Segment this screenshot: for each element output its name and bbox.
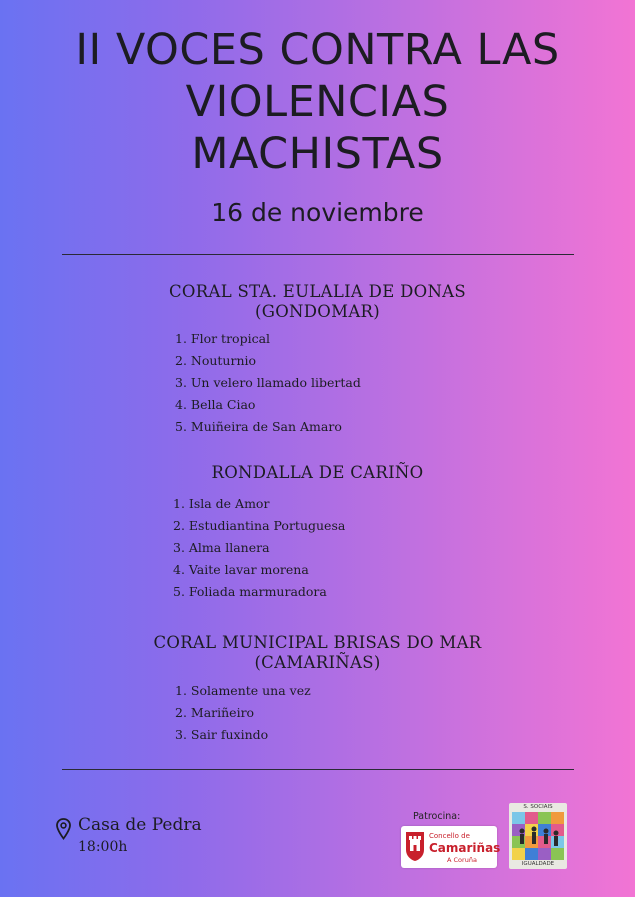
song-list-group-2 xyxy=(173,493,345,603)
song-item: 3. Alma llanera xyxy=(173,540,270,555)
group-title-line: (GONDOMAR) xyxy=(254,302,380,321)
igualdade-bottom-text: IGUALDADE xyxy=(521,861,555,867)
title-line: II VOCES CONTRA LAS xyxy=(75,25,560,75)
title-line: MACHISTAS xyxy=(191,129,444,179)
song-item: 2. Mariñeiro xyxy=(175,705,255,720)
song-item: 1. Flor tropical xyxy=(175,331,271,346)
title-line: VIOLENCIAS xyxy=(185,77,450,127)
group-title-rondalla-carino xyxy=(0,463,635,483)
divider-bottom xyxy=(62,769,574,770)
group-title-line: CORAL STA. EULALIA DE DONAS xyxy=(169,282,466,301)
group-title-coral-santa-eulalia xyxy=(0,282,635,322)
divider-top xyxy=(62,254,574,255)
song-list-group-1 xyxy=(175,328,361,438)
event-date: 16 de noviembre xyxy=(211,198,424,227)
concello-line1: Concello de xyxy=(429,832,470,840)
igualdade-top-text: S. SOCIAIS xyxy=(523,804,553,810)
group-title-line: CORAL MUNICIPAL BRISAS DO MAR xyxy=(153,633,482,652)
group-title-coral-brisas-do-mar xyxy=(0,633,635,673)
song-item: 5. Muiñeira de San Amaro xyxy=(175,419,342,434)
song-item: 4. Bella Ciao xyxy=(175,397,256,412)
song-item: 5. Foliada marmuradora xyxy=(173,584,327,599)
song-item: 4. Vaite lavar morena xyxy=(173,562,309,577)
event-title xyxy=(0,24,635,180)
song-item: 3. Sair fuxindo xyxy=(175,727,269,742)
event-time: 18:00h xyxy=(78,839,128,855)
group-title-line: RONDALLA DE CARIÑO xyxy=(211,463,424,482)
concello-camarinas-logo xyxy=(401,826,501,868)
sponsor-label: Patrocina: xyxy=(413,811,461,822)
song-item: 1. Solamente una vez xyxy=(175,683,311,698)
coat-of-arms-icon xyxy=(405,830,425,862)
igualdade-logo xyxy=(509,803,567,869)
song-item: 1. Isla de Amor xyxy=(173,496,270,511)
concello-line2: Camariñas xyxy=(429,841,501,855)
venue-name: Casa de Pedra xyxy=(78,815,202,835)
concello-line3: A Coruña xyxy=(447,856,477,864)
song-item: 3. Un velero llamado libertad xyxy=(175,375,361,390)
song-list-group-3 xyxy=(175,680,311,746)
song-item: 2. Estudiantina Portuguesa xyxy=(173,518,346,533)
mosaic-figures-icon xyxy=(512,812,564,860)
map-pin-icon xyxy=(56,818,71,840)
song-item: 2. Nouturnio xyxy=(175,353,257,368)
group-title-line: (CAMARIÑAS) xyxy=(254,653,381,672)
